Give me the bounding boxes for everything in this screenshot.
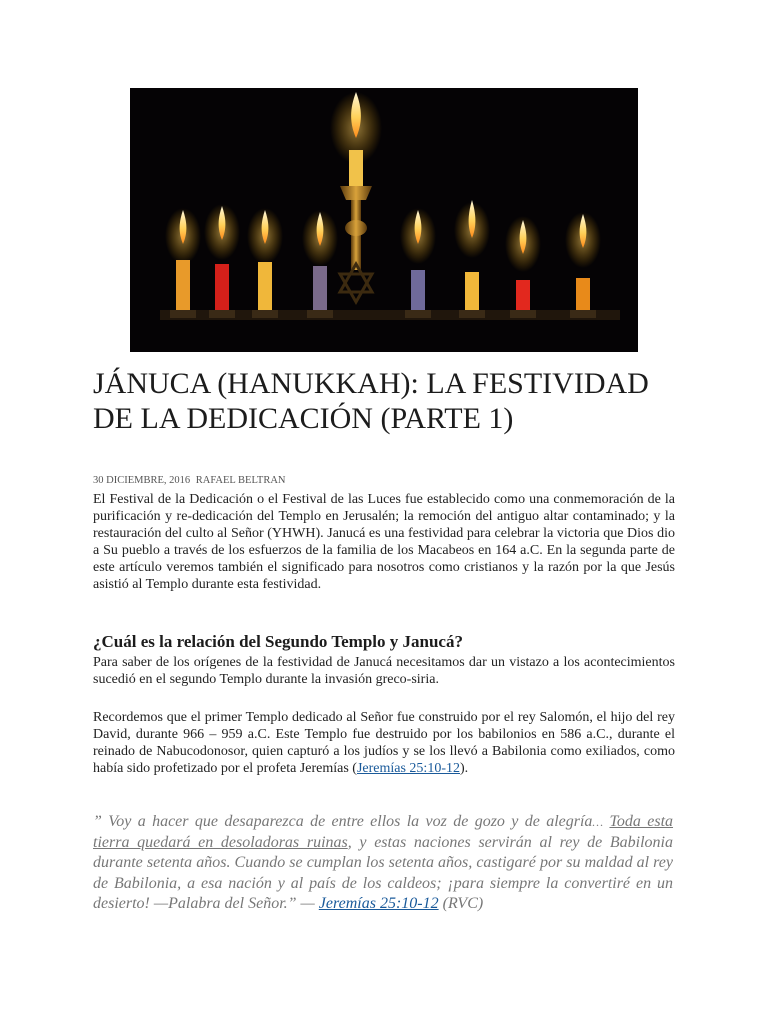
article-author[interactable]: RAFAEL BELTRAN [195,475,286,486]
section-paragraph-2 [93,709,675,777]
quote-ellipsis: … [592,815,604,829]
quote-scripture-link[interactable]: Jeremías 25:10-12 [318,895,439,912]
scripture-link[interactable]: Jeremías 25:10-12 [356,761,460,776]
section-paragraph-2-end: ). [459,761,469,776]
hero-image-menorah [130,88,638,352]
section-paragraph-2-text: Recordemos que el primer Templo dedicado al Señor fue construido por el rey Salomón, el hijo del rey David, durante 966 – 959 a.C. Este Templo fue destruido por los babilonios en 586 a.C., durante el reinado de Nabucodonosor, quien capturó a los judíos y se los llevó a Babilonia como exiliados, como había sido profetizado por el profeta Jeremías ( [93,710,675,776]
section-paragraph-1: Para saber de los orígenes de la festividad de Janucá necesitamos dar un vistazo a los acontecimientos sucedió en el segundo Templo durante la invasión greco-siria. [93,655,675,687]
quote-part-2: , y estas naciones servirán al rey de Babilonia durante setenta años. Cuando se cumplan los setenta años, castigaré por su maldad al rey de Babilonia, a esa nación y al país de los caldeos; ¡para siempre la convertiré en un desierto! —Palabra del Señor.” — [93,833,673,912]
scripture-quote [93,812,673,915]
article-intro: El Festival de la Dedicación o el Festival de las Luces fue establecido como una conmemoración de la purificación y re-dedicación del Templo en Jerusalén; la remoción del antiguo altar contaminado; y la restauración del culto al Señor (YHWH). Janucá es una festividad para celebrar la victoria que Dios dio a Su pueblo a través de los esfuerzos de la familia de los Macabeos en 164 a.C. En la segunda parte de este artículo veremos también el significado para nosotros como cristianos y la razón por la que Jesús asistió al Templo durante esta festividad. [93,492,675,592]
quote-underlined: Toda esta tierra quedará en desoladoras ruinas [93,813,674,851]
section-heading: ¿Cuál es la relación del Segundo Templo y Janucá? [93,632,463,651]
article-title: JÁNUCA (HANUKKAH): LA FESTIVIDAD DE LA DEDICACIÓN (PARTE 1) [93,367,649,435]
article-date: 30 DICIEMBRE, 2016 [93,475,191,486]
quote-suffix: (RVC) [438,895,484,912]
quote-part-1: ” Voy a hacer que desaparezca de entre ellos la voz de gozo y de alegría [93,813,593,830]
article-meta [93,475,289,486]
menorah-illustration [130,88,638,352]
